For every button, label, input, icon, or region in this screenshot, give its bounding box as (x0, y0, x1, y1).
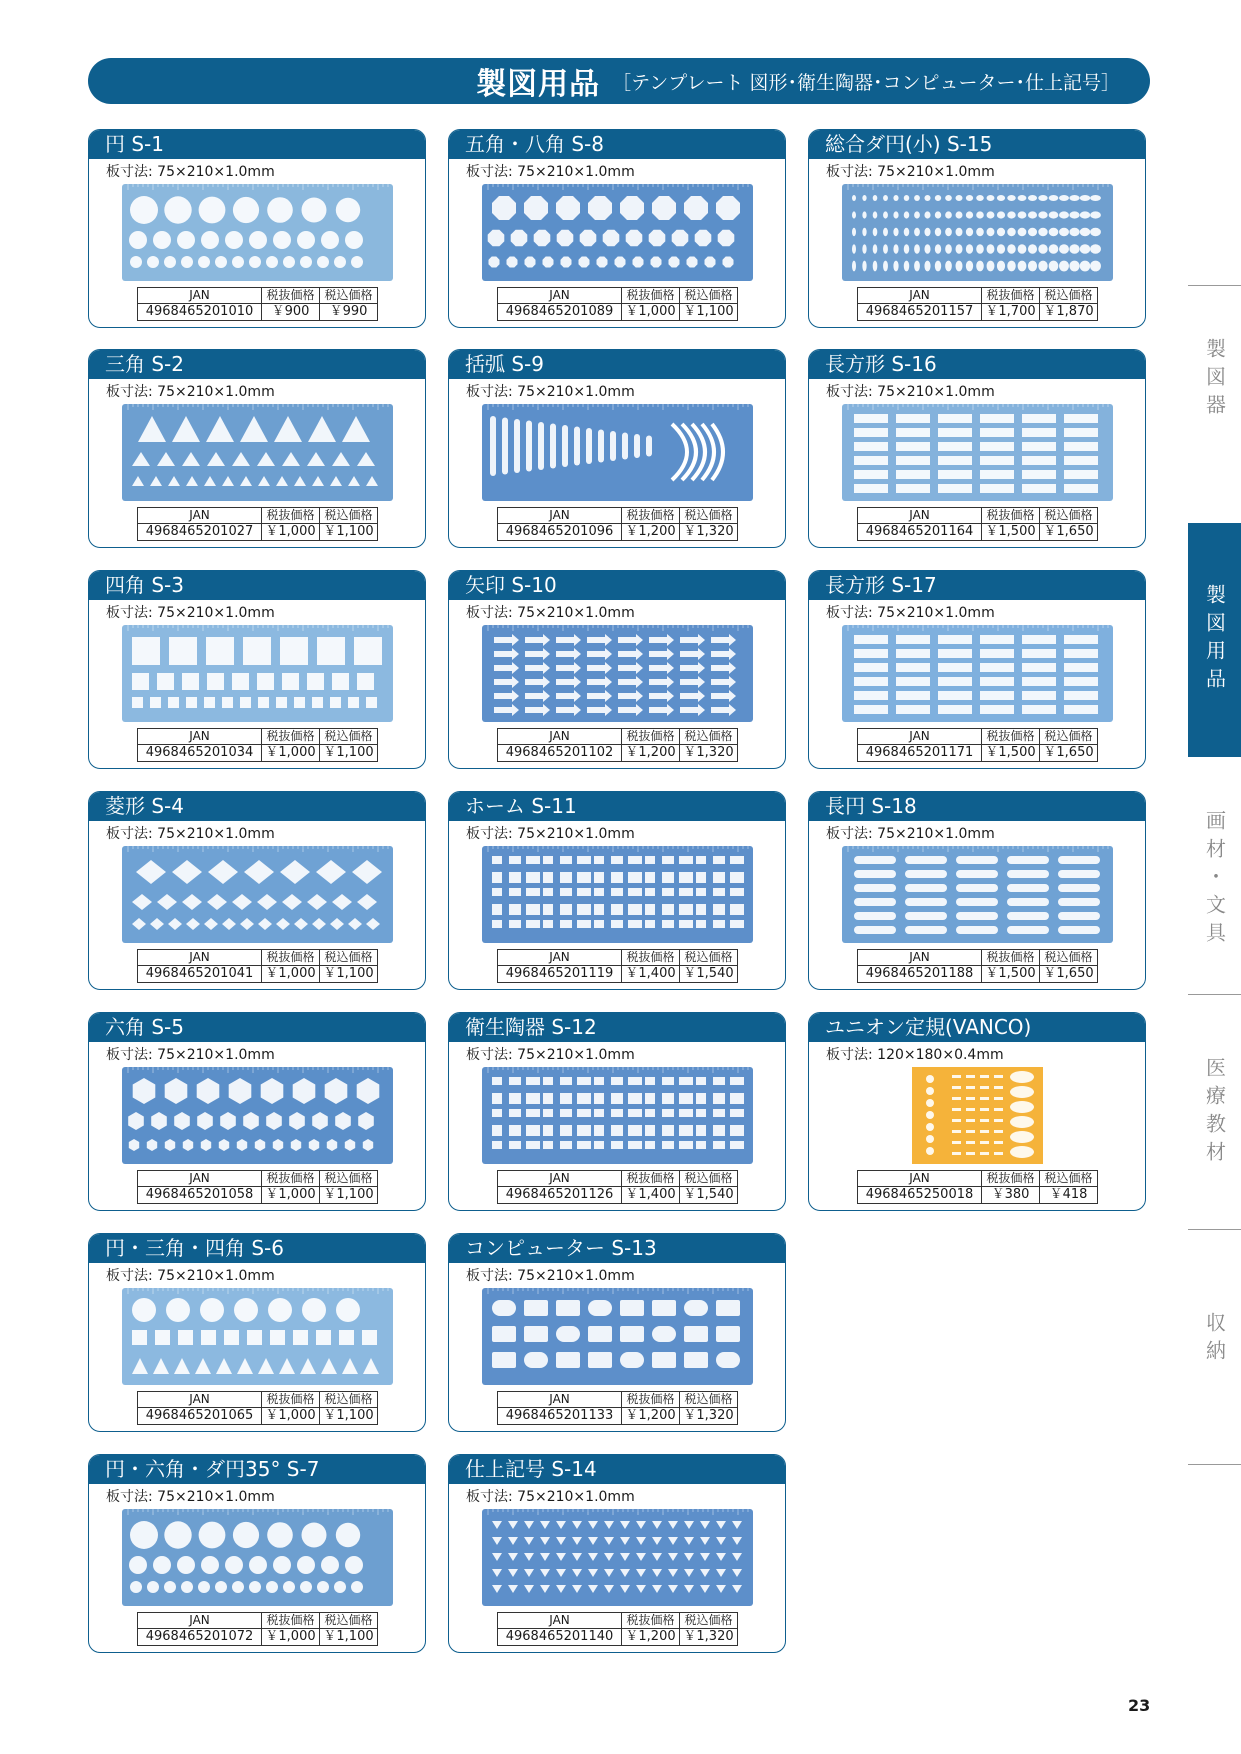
jan-code: 4968465201164 (858, 524, 982, 541)
price-in-header: 税込価格 (320, 508, 378, 524)
board-size: 板寸法: 75×210×1.0mm (826, 826, 995, 842)
price-ex-header: 税抜価格 (262, 288, 320, 304)
price-ex-tax: ￥1,200 (622, 745, 680, 762)
jan-header: JAN (858, 729, 982, 745)
product-name: 六角 S-5 (89, 1013, 425, 1042)
board-size: 板寸法: 75×210×1.0mm (826, 605, 995, 621)
jan-code: 4968465250018 (858, 1187, 982, 1204)
product-card (88, 129, 426, 328)
price-ex-tax: ￥1,200 (622, 524, 680, 541)
price-in-tax: ￥418 (1040, 1187, 1098, 1204)
price-table (137, 1391, 378, 1425)
board-size: 板寸法: 75×210×1.0mm (106, 1047, 275, 1063)
price-in-tax: ￥1,100 (680, 304, 738, 321)
price-in-header: 税込価格 (320, 1171, 378, 1187)
product-card (808, 129, 1146, 328)
price-table (137, 949, 378, 983)
price-table (857, 507, 1098, 541)
board-size: 板寸法: 75×210×1.0mm (106, 164, 275, 180)
sidebar-divider (1188, 1464, 1241, 1465)
template-image (122, 1067, 393, 1164)
jan-code: 4968465201119 (498, 966, 622, 983)
sidebar-divider (1188, 994, 1241, 995)
price-ex-header: 税抜価格 (262, 1613, 320, 1629)
price-ex-header: 税抜価格 (262, 950, 320, 966)
price-table (857, 728, 1098, 762)
jan-code: 4968465201041 (138, 966, 262, 983)
price-table (497, 1170, 738, 1204)
price-ex-header: 税抜価格 (262, 508, 320, 524)
price-ex-tax: ￥1,200 (622, 1408, 680, 1425)
board-size: 板寸法: 75×210×1.0mm (106, 605, 275, 621)
product-card (808, 791, 1146, 990)
jan-header: JAN (138, 508, 262, 524)
product-card (448, 1454, 786, 1653)
price-ex-tax: ￥1,000 (262, 1408, 320, 1425)
template-image (482, 1288, 753, 1385)
jan-header: JAN (858, 950, 982, 966)
product-name: 矢印 S-10 (449, 571, 785, 600)
price-in-tax: ￥1,320 (680, 745, 738, 762)
sidebar-item-label: 画材・文具 (1202, 810, 1227, 950)
price-ex-tax: ￥1,200 (622, 1629, 680, 1646)
board-size: 板寸法: 75×210×1.0mm (466, 605, 635, 621)
price-ex-tax: ￥1,000 (262, 1187, 320, 1204)
section-title: 製図用品 (476, 67, 601, 102)
jan-header: JAN (498, 729, 622, 745)
jan-code: 4968465201171 (858, 745, 982, 762)
jan-code: 4968465201058 (138, 1187, 262, 1204)
board-size: 板寸法: 75×210×1.0mm (466, 164, 635, 180)
jan-header: JAN (138, 950, 262, 966)
price-ex-header: 税抜価格 (262, 1392, 320, 1408)
price-table (137, 287, 378, 321)
price-in-header: 税込価格 (320, 1392, 378, 1408)
price-in-tax: ￥1,650 (1040, 524, 1098, 541)
template-image (482, 1509, 753, 1606)
jan-code: 4968465201126 (498, 1187, 622, 1204)
price-ex-header: 税抜価格 (982, 1171, 1040, 1187)
template-image (482, 404, 753, 501)
sidebar-item-1[interactable] (1188, 523, 1241, 757)
jan-header: JAN (858, 508, 982, 524)
product-card (448, 129, 786, 328)
price-in-header: 税込価格 (680, 288, 738, 304)
product-card (448, 570, 786, 769)
sidebar-divider (1188, 1229, 1241, 1230)
price-ex-header: 税抜価格 (622, 508, 680, 524)
price-table (497, 287, 738, 321)
price-ex-header: 税抜価格 (622, 1171, 680, 1187)
jan-header: JAN (498, 1171, 622, 1187)
price-in-header: 税込価格 (320, 729, 378, 745)
board-size: 板寸法: 75×210×1.0mm (826, 384, 995, 400)
jan-header: JAN (138, 729, 262, 745)
jan-code: 4968465201140 (498, 1629, 622, 1646)
product-card (448, 1233, 786, 1432)
price-in-header: 税込価格 (680, 1171, 738, 1187)
price-in-tax: ￥1,650 (1040, 745, 1098, 762)
price-in-header: 税込価格 (320, 950, 378, 966)
jan-header: JAN (138, 1392, 262, 1408)
jan-code: 4968465201096 (498, 524, 622, 541)
sidebar-item-3[interactable] (1188, 1000, 1241, 1225)
sidebar-item-label: 製図用品 (1202, 584, 1227, 696)
sidebar-item-label: 製図器 (1202, 338, 1227, 422)
jan-code: 4968465201188 (858, 966, 982, 983)
price-in-tax: ￥1,100 (320, 745, 378, 762)
price-ex-tax: ￥1,500 (982, 966, 1040, 983)
product-name: 円・六角・ダ円35° S-7 (89, 1455, 425, 1484)
product-name: ホーム S-11 (449, 792, 785, 821)
jan-code: 4968465201102 (498, 745, 622, 762)
jan-header: JAN (498, 950, 622, 966)
price-ex-tax: ￥1,000 (262, 1629, 320, 1646)
price-in-header: 税込価格 (1040, 729, 1098, 745)
product-name: 五角・八角 S-8 (449, 130, 785, 159)
page-number: 23 (1128, 1696, 1151, 1715)
product-name: 括弧 S-9 (449, 350, 785, 379)
product-card (448, 791, 786, 990)
board-size: 板寸法: 75×210×1.0mm (466, 1489, 635, 1505)
price-ex-tax: ￥1,700 (982, 304, 1040, 321)
template-image (842, 846, 1113, 943)
jan-header: JAN (498, 508, 622, 524)
price-in-tax: ￥1,100 (320, 1408, 378, 1425)
template-image (482, 184, 753, 281)
price-ex-header: 税抜価格 (622, 288, 680, 304)
sidebar-divider (1188, 285, 1241, 286)
price-in-tax: ￥1,320 (680, 524, 738, 541)
board-size: 板寸法: 75×210×1.0mm (466, 1268, 635, 1284)
board-size: 板寸法: 75×210×1.0mm (466, 384, 635, 400)
price-in-tax: ￥1,100 (320, 966, 378, 983)
price-ex-tax: ￥1,500 (982, 745, 1040, 762)
jan-code: 4968465201089 (498, 304, 622, 321)
jan-header: JAN (138, 1171, 262, 1187)
price-in-header: 税込価格 (320, 288, 378, 304)
product-card (808, 349, 1146, 548)
price-ex-tax: ￥1,400 (622, 1187, 680, 1204)
template-image (122, 1509, 393, 1606)
jan-code: 4968465201157 (858, 304, 982, 321)
sidebar-item-4[interactable] (1188, 1255, 1241, 1425)
price-ex-header: 税抜価格 (262, 729, 320, 745)
jan-code: 4968465201072 (138, 1629, 262, 1646)
price-ex-header: 税抜価格 (982, 729, 1040, 745)
jan-header: JAN (858, 1171, 982, 1187)
template-image (122, 625, 393, 722)
price-in-tax: ￥1,100 (320, 524, 378, 541)
template-image (842, 404, 1113, 501)
board-size: 板寸法: 75×210×1.0mm (466, 1047, 635, 1063)
product-card (88, 1233, 426, 1432)
price-ex-header: 税抜価格 (262, 1171, 320, 1187)
price-in-tax: ￥1,540 (680, 1187, 738, 1204)
product-name: 長方形 S-17 (809, 571, 1145, 600)
product-name: 円・三角・四角 S-6 (89, 1234, 425, 1263)
price-in-header: 税込価格 (680, 1392, 738, 1408)
product-name: 円 S-1 (89, 130, 425, 159)
product-card (88, 1454, 426, 1653)
price-in-header: 税込価格 (320, 1613, 378, 1629)
template-image (122, 404, 393, 501)
price-table (137, 507, 378, 541)
price-in-header: 税込価格 (680, 1613, 738, 1629)
price-ex-tax: ￥1,000 (262, 966, 320, 983)
board-size: 板寸法: 120×180×0.4mm (826, 1047, 1004, 1063)
price-ex-tax: ￥1,000 (262, 524, 320, 541)
product-card (808, 570, 1146, 769)
jan-header: JAN (138, 1613, 262, 1629)
template-image (482, 846, 753, 943)
jan-header: JAN (858, 288, 982, 304)
jan-header: JAN (138, 288, 262, 304)
price-table (497, 507, 738, 541)
price-table (857, 949, 1098, 983)
price-ex-tax: ￥380 (982, 1187, 1040, 1204)
section-subtitle: ［テンプレート 図形･衛生陶器･コンピューター･仕上記号］ (612, 71, 1120, 94)
price-ex-tax: ￥900 (262, 304, 320, 321)
price-in-header: 税込価格 (680, 950, 738, 966)
product-card (448, 349, 786, 548)
jan-header: JAN (498, 1392, 622, 1408)
template-image (842, 184, 1113, 281)
price-ex-header: 税抜価格 (622, 729, 680, 745)
price-ex-header: 税抜価格 (982, 508, 1040, 524)
price-in-tax: ￥1,320 (680, 1408, 738, 1425)
product-name: ユニオン定規(VANCO) (809, 1013, 1145, 1042)
price-table (497, 1612, 738, 1646)
price-in-tax: ￥1,650 (1040, 966, 1098, 983)
template-image (482, 625, 753, 722)
price-table (497, 949, 738, 983)
product-card (88, 1012, 426, 1211)
jan-code: 4968465201133 (498, 1408, 622, 1425)
price-ex-tax: ￥1,000 (262, 745, 320, 762)
jan-code: 4968465201034 (138, 745, 262, 762)
price-table (497, 1391, 738, 1425)
jan-header: JAN (498, 288, 622, 304)
jan-code: 4968465201010 (138, 304, 262, 321)
sidebar-item-2[interactable] (1188, 770, 1241, 990)
price-table (137, 1170, 378, 1204)
price-ex-tax: ￥1,400 (622, 966, 680, 983)
price-ex-tax: ￥1,500 (982, 524, 1040, 541)
jan-code: 4968465201027 (138, 524, 262, 541)
price-table (137, 728, 378, 762)
price-in-tax: ￥1,320 (680, 1629, 738, 1646)
price-in-header: 税込価格 (680, 508, 738, 524)
board-size: 板寸法: 75×210×1.0mm (106, 1268, 275, 1284)
price-in-header: 税込価格 (1040, 508, 1098, 524)
product-name: 四角 S-3 (89, 571, 425, 600)
product-card (88, 349, 426, 548)
price-in-header: 税込価格 (1040, 1171, 1098, 1187)
price-table (857, 287, 1098, 321)
product-name: 長方形 S-16 (809, 350, 1145, 379)
board-size: 板寸法: 75×210×1.0mm (826, 164, 995, 180)
price-in-header: 税込価格 (1040, 288, 1098, 304)
sidebar-item-label: 収納 (1202, 1312, 1227, 1368)
product-name: 三角 S-2 (89, 350, 425, 379)
sidebar-item-label: 医療教材 (1202, 1056, 1227, 1169)
template-image (122, 846, 393, 943)
price-ex-tax: ￥1,000 (622, 304, 680, 321)
price-ex-header: 税抜価格 (622, 950, 680, 966)
price-in-tax: ￥1,100 (320, 1187, 378, 1204)
template-image (482, 1067, 753, 1164)
board-size: 板寸法: 75×210×1.0mm (106, 826, 275, 842)
template-image (842, 1067, 1113, 1164)
product-card (808, 1012, 1146, 1211)
product-name: コンピューター S-13 (449, 1234, 785, 1263)
price-table (497, 728, 738, 762)
price-table (857, 1170, 1098, 1204)
product-name: 衛生陶器 S-12 (449, 1013, 785, 1042)
sidebar-item-0[interactable] (1188, 300, 1241, 460)
price-in-tax: ￥1,100 (320, 1629, 378, 1646)
board-size: 板寸法: 75×210×1.0mm (466, 826, 635, 842)
jan-code: 4968465201065 (138, 1408, 262, 1425)
board-size: 板寸法: 75×210×1.0mm (106, 1489, 275, 1505)
price-in-tax: ￥990 (320, 304, 378, 321)
product-name: 菱形 S-4 (89, 792, 425, 821)
price-ex-header: 税抜価格 (622, 1392, 680, 1408)
template-image (122, 184, 393, 281)
product-card (88, 570, 426, 769)
price-ex-header: 税抜価格 (622, 1613, 680, 1629)
template-image (842, 625, 1113, 722)
product-card (88, 791, 426, 990)
product-name: 長円 S-18 (809, 792, 1145, 821)
product-name: 仕上記号 S-14 (449, 1455, 785, 1484)
template-image (122, 1288, 393, 1385)
section-banner (88, 58, 1150, 104)
jan-header: JAN (498, 1613, 622, 1629)
board-size: 板寸法: 75×210×1.0mm (106, 384, 275, 400)
price-table (137, 1612, 378, 1646)
price-in-tax: ￥1,540 (680, 966, 738, 983)
price-in-header: 税込価格 (1040, 950, 1098, 966)
price-in-tax: ￥1,870 (1040, 304, 1098, 321)
product-name: 総合ダ円(小) S-15 (809, 130, 1145, 159)
price-in-header: 税込価格 (680, 729, 738, 745)
product-card (448, 1012, 786, 1211)
price-ex-header: 税抜価格 (982, 288, 1040, 304)
price-ex-header: 税抜価格 (982, 950, 1040, 966)
